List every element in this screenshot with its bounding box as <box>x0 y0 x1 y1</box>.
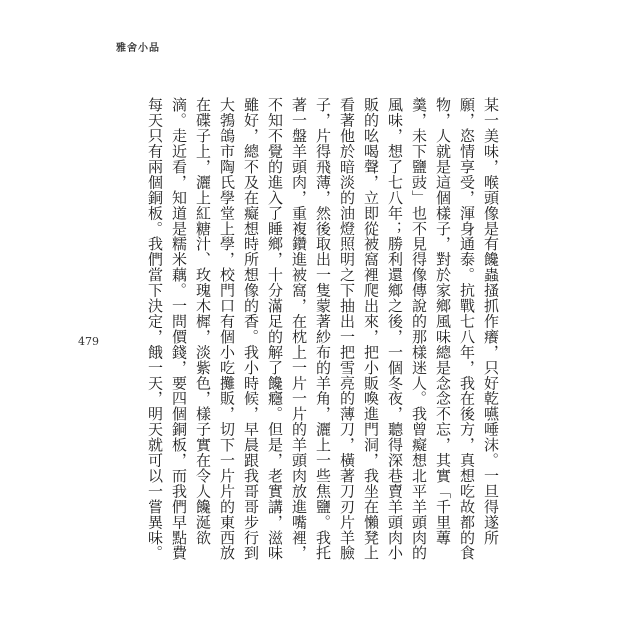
text-column-10: 不知不覺的進入了睡鄉，十分滿足的解了饞癮。但是，老實講，滋味 <box>266 97 284 561</box>
text-column-3: 物，人就是這個樣子，對於家鄉風味總是念念不忘，其實「千里蓴 <box>434 97 452 546</box>
text-column-4: 羹，未下鹽豉」也不見得像傳說的那樣迷人。我曾癡想北平羊頭肉的 <box>410 97 428 561</box>
text-column-2: 願，恣情享受，渾身通泰。抗戰七八年，我在後方，真想吃故都的食 <box>458 97 476 561</box>
text-column-5: 風味，想了七八年；勝利還鄉之後，一個冬夜，聽得深巷賣羊頭肉小 <box>386 97 404 561</box>
text-column-1: 某一美味，喉頭像是有饞蟲搔抓作癢，只好乾嚥唾沫。一旦得遂所 <box>482 97 500 546</box>
text-column-11: 雖好，總不及在癡想時所想像的香。我小時候，早晨跟我哥哥步行到 <box>242 97 260 561</box>
text-column-12: 大鵓鴿市陶氏學堂上學，校門口有個小吃攤販，切下一片片的東西放 <box>218 97 236 561</box>
text-column-9: 著一盤羊頭肉，重複鑽進被窩，在枕上一片一片的羊頭肉放進嘴裡， <box>290 97 308 561</box>
text-column-6: 販的吆喝聲，立即從被窩裡爬出來，把小販喚進門洞，我坐在懶凳上 <box>362 97 380 561</box>
text-column-15: 每天只有兩個銅板。我們當下決定，餓一天，明天就可以一嘗異味。 <box>146 97 164 561</box>
text-column-8: 子，片得飛薄，然後取出一隻蒙著紗布的羊角，灑上一些焦鹽。我托 <box>314 97 332 561</box>
text-column-7: 看著他於暗淡的油燈照明之下抽出一把雪亮的薄刀，橫著刀刃片羊臉 <box>338 97 356 561</box>
running-head-book-title: 雅舍小品 <box>116 43 160 54</box>
text-column-14: 滴。走近看，知道是糯米藕。一問價錢，要四個銅板，而我們早點費 <box>170 97 188 561</box>
text-column-13: 在碟子上，灑上紅糖汁、玫瑰木樨，淡紫色，樣子實在令人饞涎欲 <box>194 97 212 546</box>
page-number: 479 <box>78 335 99 348</box>
